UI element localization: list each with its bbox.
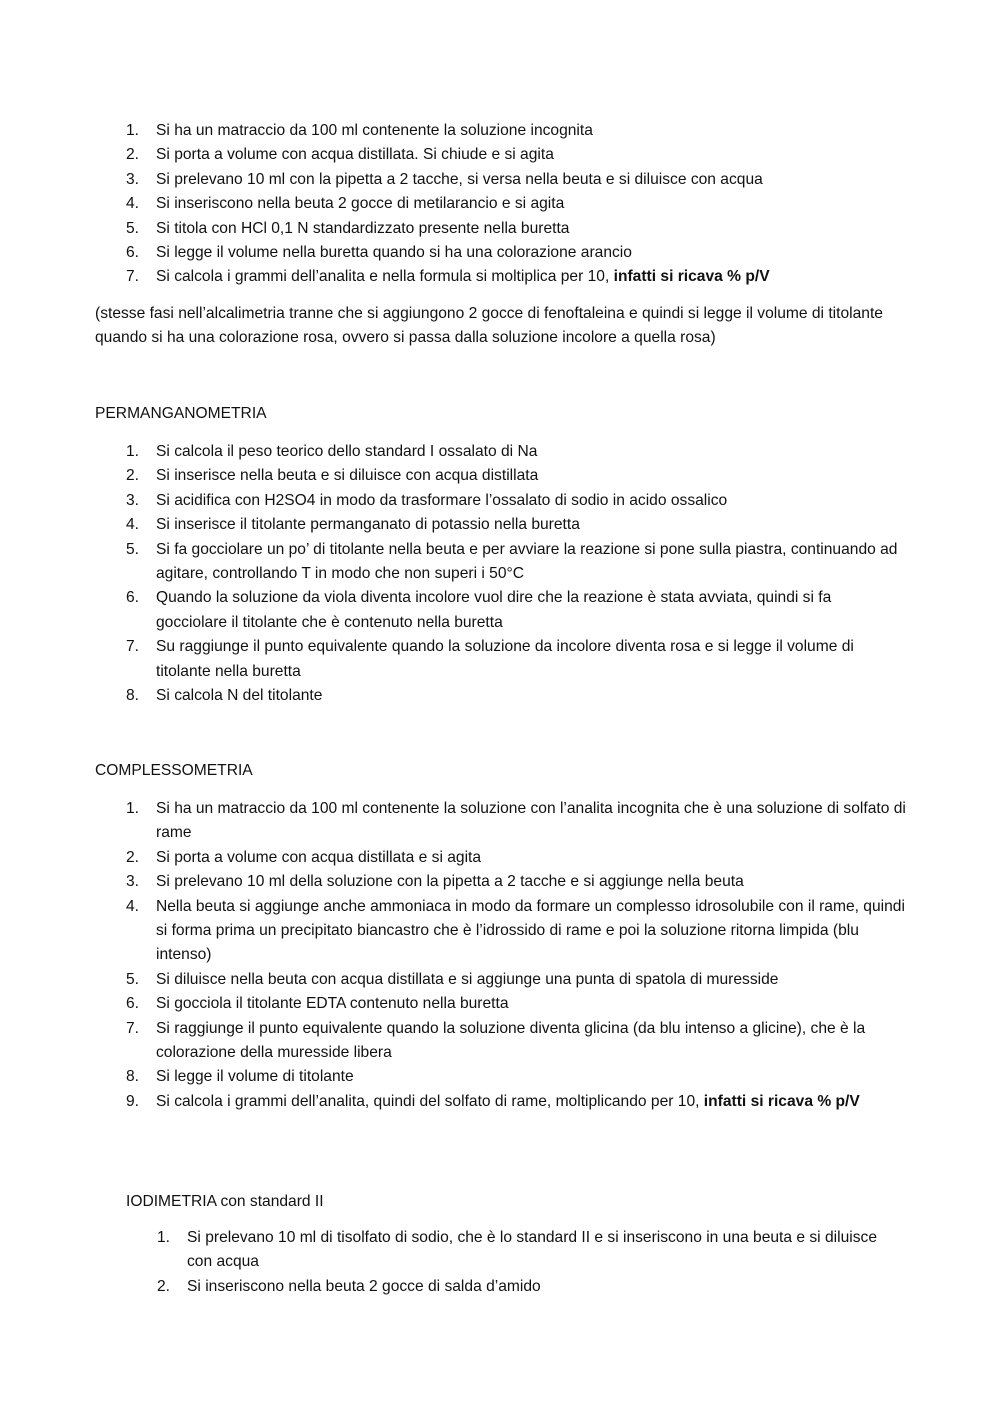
list-item <box>95 168 905 192</box>
list-item <box>95 489 905 513</box>
item-number: 4. <box>126 897 140 915</box>
list-item <box>95 1090 907 1114</box>
item-number: 2. <box>126 848 140 866</box>
list-item <box>95 992 907 1016</box>
item-number: 3. <box>126 873 140 891</box>
item-text: Si titola con HCl 0,1 N standardizzato presente nella buretta <box>156 219 570 237</box>
item-text: Si legge il volume nella buretta quando si ha una colorazione arancio <box>156 244 632 262</box>
item-text: Si calcola i grammi dell’analita e nella formula si moltiplica per 10, <box>156 268 614 286</box>
item-number: 5. <box>126 219 140 237</box>
item-text: Si calcola il peso teorico dello standard I ossalato di Na <box>156 443 538 460</box>
item-number: 8. <box>126 687 140 705</box>
item-text: Nella beuta si aggiunge anche ammoniaca in modo da formare un complesso idrosolubile con il rame, quindi si forma prima un precipitato biancastro che è l’idrossido di rame e poi la soluzione ritorna limpida (blu intenso) <box>156 897 905 964</box>
item-text: Si calcola i grammi dell’analita, quindi del solfato di rame, moltiplicando per 10, <box>156 1092 704 1110</box>
section-title-complessometria: COMPLESSOMETRIA <box>95 762 253 779</box>
item-text: Si calcola N del titolante <box>156 687 323 705</box>
item-bold-text: infatti si ricava % p/V <box>613 268 770 286</box>
item-number: 5. <box>126 540 140 558</box>
item-number: 3. <box>126 491 140 509</box>
item-number: 4. <box>126 516 140 534</box>
item-text: Si porta a volume con acqua distillata e si agita <box>156 848 482 866</box>
item-number: 1. <box>126 800 140 817</box>
item-number: 7. <box>126 1019 140 1037</box>
list-item <box>95 265 905 289</box>
list-item <box>95 119 905 143</box>
list-item <box>95 797 907 846</box>
list-item <box>95 968 907 992</box>
list-item <box>95 217 905 241</box>
list-item <box>95 192 905 216</box>
list-item <box>95 635 905 684</box>
item-text: Si porta a volume con acqua distillata. Si chiude e si agita <box>156 146 554 164</box>
item-text: Si prelevano 10 ml di tisolfato di sodio, che è lo standard II e si inseriscono in una beuta e si diluisce con acqua <box>187 1229 877 1271</box>
item-number: 5. <box>126 970 140 988</box>
item-number: 7. <box>126 638 140 656</box>
item-number: 6. <box>126 589 140 607</box>
list-item <box>95 241 905 265</box>
item-text: Si prelevano 10 ml con la pipetta a 2 tacche, si versa nella beuta e si diluisce con acqua <box>156 170 763 188</box>
list-item <box>95 895 907 968</box>
list-item <box>126 1275 906 1299</box>
item-text: Si ha un matraccio da 100 ml contenente la soluzione con l’analita incognita che è una soluzione di solfato di rame <box>156 800 906 842</box>
item-number: 2. <box>157 1277 171 1295</box>
item-bold-text: infatti si ricava % p/V <box>703 1092 860 1110</box>
item-number: 6. <box>126 995 140 1013</box>
item-number: 1. <box>157 1229 171 1246</box>
complessometria-steps <box>95 797 907 1114</box>
list-item <box>95 1065 907 1089</box>
item-text: Si inserisce nella beuta e si diluisce con acqua distillata <box>156 467 539 485</box>
item-number: 6. <box>126 244 140 262</box>
item-text: Si prelevano 10 ml della soluzione con la pipetta a 2 tacche e si aggiunge nella beuta <box>156 873 744 891</box>
list-item <box>95 684 905 708</box>
item-text: Si raggiunge il punto equivalente quando la soluzione diventa glicina (da blu intenso a glicine), che è la colorazione della muresside libera <box>156 1019 866 1062</box>
section-title-permanganometria: PERMANGANOMETRIA <box>95 405 267 422</box>
alcalimetria-note: (stesse fasi nell’alcalimetria tranne che si aggiungono 2 gocce di fenoftaleina e quindi si legge il volume di titolante quando si ha una colorazione rosa, ovvero si passa dalla soluzione incolore a quella rosa) <box>95 305 883 347</box>
item-number: 1. <box>126 122 140 139</box>
section1-steps <box>95 119 905 290</box>
item-text: Si inserisce il titolante permanganato di potassio nella buretta <box>156 516 580 534</box>
list-item <box>95 586 905 635</box>
item-text: Si acidifica con H2SO4 in modo da trasformare l’ossalato di sodio in acido ossalico <box>156 491 728 509</box>
item-number: 1. <box>126 443 140 460</box>
item-number: 3. <box>126 170 140 188</box>
item-text: Si inseriscono nella beuta 2 gocce di metilarancio e si agita <box>156 195 565 213</box>
list-item <box>95 513 905 537</box>
item-text: Quando la soluzione da viola diventa incolore vuol dire che la reazione è stata avviata, quindi si fa gocciolare il titolante che è contenuto nella buretta <box>156 589 832 631</box>
permanganometria-steps <box>95 440 905 708</box>
item-number: 9. <box>126 1092 140 1110</box>
item-text: Si fa gocciolare un po’ di titolante nella beuta e per avviare la reazione si pone sulla piastra, continuando ad agitare, controllando T in modo che non superi i 50°C <box>156 540 898 583</box>
item-text: Si ha un matraccio da 100 ml contenente la soluzione incognita <box>156 122 593 139</box>
section-title-iodimetria: IODIMETRIA con standard II <box>126 1193 324 1210</box>
list-item <box>95 143 905 167</box>
item-number: 2. <box>126 146 140 164</box>
list-item <box>95 464 905 488</box>
item-text: Si legge il volume di titolante <box>156 1068 354 1086</box>
item-number: 7. <box>126 268 140 286</box>
item-text: Si gocciola il titolante EDTA contenuto nella buretta <box>156 995 509 1013</box>
item-number: 2. <box>126 467 140 485</box>
item-number: 8. <box>126 1068 140 1086</box>
item-text: Si diluisce nella beuta con acqua distillata e si aggiunge una punta di spatola di muresside <box>156 970 779 988</box>
list-item <box>95 870 907 894</box>
item-number: 4. <box>126 195 140 213</box>
list-item <box>95 440 905 464</box>
list-item <box>95 1017 907 1066</box>
list-item <box>95 538 905 587</box>
item-text: Su raggiunge il punto equivalente quando la soluzione da incolore diventa rosa e si legge il volume di titolante nella buretta <box>156 638 854 680</box>
item-text: Si inseriscono nella beuta 2 gocce di salda d’amido <box>187 1277 541 1295</box>
list-item <box>126 1226 906 1275</box>
iodimetria-steps <box>126 1226 906 1299</box>
list-item <box>95 846 907 870</box>
